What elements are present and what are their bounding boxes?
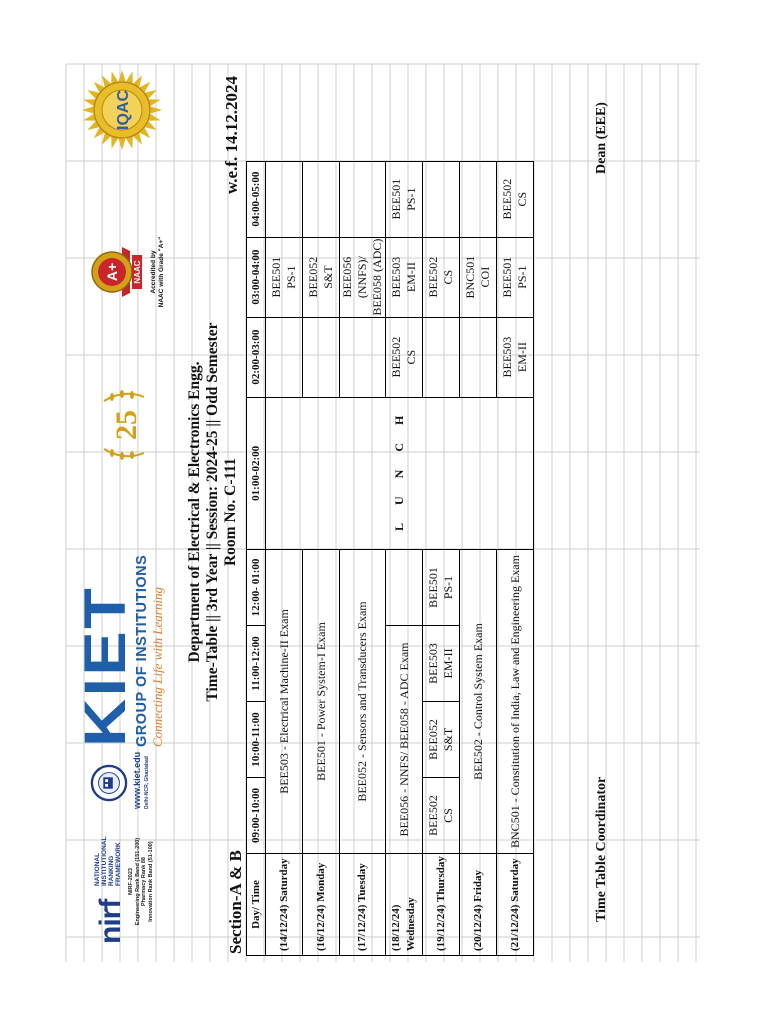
day-cell: (17/12/24) Tuesday <box>340 854 386 956</box>
course-name: COI <box>478 266 492 288</box>
naac-text-line: Accredited by <box>150 250 157 294</box>
course-code: BNC501 <box>463 255 477 299</box>
naac-grade: A+ <box>104 262 120 282</box>
course-code: BEE056 (NNFS)/ <box>340 256 369 299</box>
lunch-letter: C <box>392 424 406 452</box>
iqac-ray <box>119 70 126 81</box>
slot-cell <box>423 237 460 317</box>
course-code: BEE503 <box>389 256 403 298</box>
course-code: BEE052 <box>426 719 440 760</box>
exam-cell: BNC501 - Constitution of India, Law and Engineering Exam <box>497 550 534 854</box>
lunch-letter: L <box>392 504 406 531</box>
exam-cell: BEE503 - Electrical Machine-II Exam <box>266 550 303 854</box>
header-cell: 02:00-03:00 <box>247 317 266 397</box>
iqac-ray <box>151 107 162 114</box>
iqac-seal-icon <box>80 68 164 152</box>
table-row <box>340 161 386 955</box>
room-number: Room No. C-111 <box>222 457 239 567</box>
header-cell: 01:00-02:00 <box>247 397 266 549</box>
day-cell: (14/12/24) Saturday <box>266 854 303 956</box>
timetable-page <box>74 62 704 962</box>
slot-cell <box>497 161 534 237</box>
iqac-ray <box>83 114 95 121</box>
slot-cell <box>303 161 340 237</box>
naac-label: NAAC <box>133 260 142 284</box>
nirf-line: Innovation Rank Band (51-100) <box>147 841 154 922</box>
slot-cell <box>423 778 460 854</box>
exam-cell: BEE502 - Control System Exam <box>460 550 497 854</box>
day-cell: (18/12/24) Wednesday <box>386 854 423 956</box>
iqac-ray <box>126 137 133 149</box>
dean-label: Dean (EEE) <box>594 102 609 174</box>
table-row <box>386 161 423 955</box>
course-code: BEE501 <box>426 567 440 608</box>
nirf-words <box>94 837 122 886</box>
slot-cell <box>303 317 340 397</box>
slot-cell <box>266 237 303 317</box>
logo-row <box>74 62 182 962</box>
course-name: EM-II <box>404 262 418 293</box>
header-cell: 09:00-10:00 <box>247 778 266 854</box>
course-code: BEE502 <box>426 795 440 836</box>
course-name: S&T <box>441 727 455 752</box>
course-name: PS-1 <box>515 265 529 289</box>
lunch-cell <box>266 397 534 549</box>
slot-cell <box>266 161 303 237</box>
slot-cell <box>497 237 534 317</box>
iqac-ray <box>111 71 118 83</box>
course-name: EM-II <box>441 648 455 679</box>
table-row <box>460 161 497 955</box>
course-name: PS-1 <box>404 187 418 211</box>
session-title: Time-Table || 3rd Year || Session: 2024-25 || Odd Semester <box>204 322 221 702</box>
iqac-ray <box>126 71 133 83</box>
course-name: BEE058 (ADC) <box>370 238 384 316</box>
course-name: CS <box>441 269 455 285</box>
course-name: CS <box>515 191 529 207</box>
iqac-ray <box>111 137 118 149</box>
slot-cell <box>460 161 497 237</box>
iqac-label: IQAC <box>115 90 132 130</box>
website-url: www.kiet.edu <box>132 751 142 809</box>
slot-cell <box>423 317 460 397</box>
lunch-letter: N <box>392 451 406 479</box>
kiet-wordmark: KIET <box>73 585 138 747</box>
nirf-line: Pharmacy Rank 88 <box>141 857 147 906</box>
nirf-line: NIRF-2023 <box>128 868 134 895</box>
table-row <box>497 161 534 955</box>
course-code: BEE503 <box>500 336 514 378</box>
course-name: CS <box>441 808 455 823</box>
day-cell: (19/12/24) Thursday <box>423 854 460 956</box>
naac-logo <box>86 217 170 327</box>
timetable-coordinator-label: Time Table Coordinator <box>594 776 609 922</box>
course-code: BEE052 <box>306 256 320 298</box>
iqac-ray <box>149 114 161 121</box>
effective-date: w.e.f. 14.12.2024 <box>222 76 241 195</box>
day-cell: (16/12/24) Monday <box>303 854 340 956</box>
course-code: BEE502 <box>500 178 514 220</box>
lunch-letter: H <box>392 397 406 425</box>
exam-cell: BEE056 - NNFS/ BEE058 - ADC Exam <box>386 626 423 854</box>
table-row <box>423 161 460 955</box>
iqac-ray <box>119 139 126 150</box>
exam-cell: BEE052 - Sensors and Transducers Exam <box>340 550 386 854</box>
slot-cell <box>460 317 497 397</box>
course-code: BEE501 <box>269 256 283 298</box>
course-name: EM-II <box>515 342 529 373</box>
website-location: Delhi-NCR, Ghaziabad <box>144 756 150 809</box>
header-cell: Day/ Time <box>247 854 266 956</box>
anniversary-badge-icon <box>84 383 168 467</box>
iqac-ray <box>149 99 161 106</box>
kiet-tagline: Connecting Life with Learning <box>150 587 165 747</box>
naac-badge-icon <box>86 217 150 327</box>
slot-cell <box>386 550 423 626</box>
slot-cell <box>340 161 386 237</box>
lunch-letter: U <box>392 478 406 505</box>
course-name: S&T <box>321 265 335 289</box>
course-code: BEE502 <box>389 336 403 378</box>
slot-cell <box>423 702 460 778</box>
timetable <box>246 161 534 956</box>
nirf-mark: nirf <box>94 899 127 944</box>
naac-text-line: NAAC with Grade "A+" <box>157 236 165 308</box>
slot-cell <box>266 317 303 397</box>
nirf-word: FRAMEWORK <box>115 842 122 886</box>
course-code: BEE501 <box>500 256 514 298</box>
slot-cell <box>497 317 534 397</box>
header-cell: 03:00-04:00 <box>247 237 266 317</box>
naac-accreditation-text <box>150 217 165 327</box>
section-label: Section-A & B <box>226 850 245 954</box>
kiet-seal-icon <box>90 764 128 802</box>
course-name: PS-1 <box>284 265 298 289</box>
slot-cell <box>303 237 340 317</box>
slot-cell <box>423 626 460 702</box>
kiet-logo <box>73 507 165 747</box>
table-row <box>266 161 303 955</box>
department-title: Department of Electrical & Electronics Engg. <box>186 361 203 663</box>
slot-cell <box>423 550 460 626</box>
nirf-logo <box>90 819 160 944</box>
nirf-rank-lines <box>128 819 154 944</box>
anniversary-number: 25 <box>110 410 143 440</box>
header-cell: 11:00-12:00 <box>247 626 266 702</box>
slot-cell <box>460 237 497 317</box>
nirf-line: Engineering Rank Band (151-200) <box>134 837 141 926</box>
header-cell: 04:00-05:00 <box>247 161 266 237</box>
nirf-word: INSTITUTIONAL <box>101 836 108 886</box>
exam-cell: BEE501 - Power System-I Exam <box>303 550 340 854</box>
course-name: PS-1 <box>441 575 455 600</box>
course-name: CS <box>404 349 418 365</box>
header-cell: 12:00- 01:00 <box>247 550 266 626</box>
iqac-ray <box>83 99 95 106</box>
nirf-word: NATIONAL <box>94 852 101 886</box>
slot-cell <box>340 237 386 317</box>
nirf-word: RANKING <box>108 855 115 886</box>
header-row <box>247 161 266 955</box>
course-code: BEE503 <box>426 643 440 684</box>
course-code: BEE502 <box>426 256 440 298</box>
slot-cell <box>386 237 423 317</box>
slot-cell <box>386 317 423 397</box>
kiet-subtitle: GROUP OF INSTITUTIONS <box>134 554 150 747</box>
course-code: BEE501 <box>389 178 403 220</box>
slot-cell <box>340 317 386 397</box>
table-row <box>303 161 340 955</box>
header-cell: 10:00-11:00 <box>247 702 266 778</box>
day-cell: (21/12/24) Saturday <box>497 854 534 956</box>
iqac-ray <box>82 107 93 114</box>
day-cell: (20/12/24) Friday <box>460 854 497 956</box>
slot-cell <box>423 161 460 237</box>
slot-cell <box>386 161 423 237</box>
